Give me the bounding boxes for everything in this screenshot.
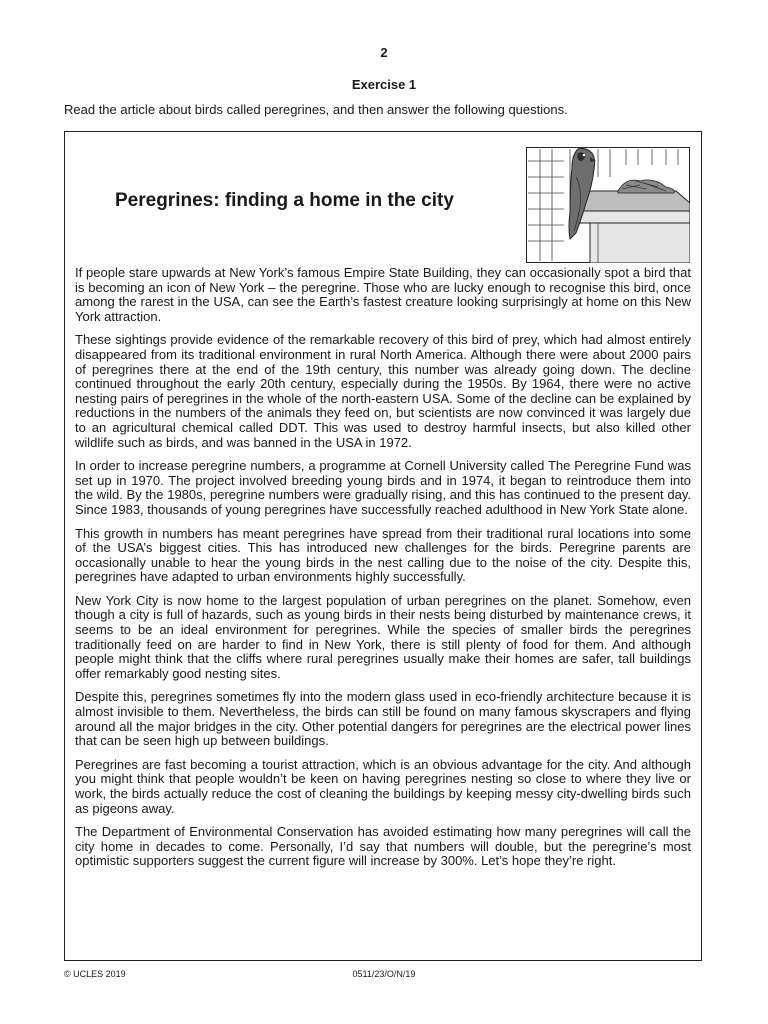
footer-paper-code: 0511/23/O/N/19 [352, 969, 416, 979]
peregrine-on-building-ledge-icon [526, 147, 690, 263]
article-paragraph: New York City is now home to the largest population of urban peregrines on the planet. Somehow, even though a city is full of hazards, such as young birds in their nests being disturbed by maintenance crews, it seems to be an ideal environment for peregrines. While the species of smaller birds the peregrines traditionally feed on are harder to find in New York, there is still plenty of food for them. And although people might think that the cliffs where rural peregrines usually make their homes are safer, tall buildings offer remarkably good nesting sites. [75, 592, 691, 681]
article-paragraph: Peregrines are fast becoming a tourist attraction, which is an obvious advantage for the city. And although you might think that people wouldn’t be keen on having peregrines nesting so close to where they live or work, the birds actually reduce the cost of cleaning the buildings by keeping messy city-dwelling birds such as pigeons away. [75, 756, 691, 816]
footer-copyright: © UCLES 2019 [64, 969, 126, 979]
exercise-instructions: Read the article about birds called peregrines, and then answer the following questions. [64, 102, 568, 117]
article-body [75, 266, 691, 878]
article-paragraph: In order to increase peregrine numbers, a programme at Cornell University called The Peregrine Fund was set up in 1970. The project involved breeding young birds and in 1974, it began to reintroduce them into the wild. By the 1980s, peregrine numbers were gradually rising, and this has continued to the present day. Since 1983, thousands of young peregrines have successfully reached adulthood in New York State alone. [75, 458, 691, 517]
article-box [64, 131, 702, 961]
article-title: Peregrines: finding a home in the city [115, 190, 454, 211]
article-paragraph: This growth in numbers has meant peregrines have spread from their traditional rural locations into some of the USA’s biggest cities. This has introduced new challenges for the birds. Peregrine parents are occasionally unable to hear the young birds in the nest calling due to the noise of the city. Despite this, peregrines have adapted to urban environments highly successfully. [75, 525, 691, 585]
article-paragraph: Despite this, peregrines sometimes fly into the modern glass used in eco-friendly architecture because it is almost invisible to them. Nevertheless, the birds can still be found on many famous skyscrapers and flying around all the major bridges in the city. Other potential dangers for peregrines are the electrical power lines that can be seen high up between buildings. [75, 689, 691, 749]
exercise-title: Exercise 1 [351, 77, 417, 92]
page-number: 2 [380, 45, 388, 60]
article-paragraph: The Department of Environmental Conservation has avoided estimating how many peregrines will call the city home in decades to come. Personally, I’d say that numbers will double, but the peregrine’s most optimistic supporters suggest the current figure will increase by 300%. Let’s hope they’re right. [75, 824, 691, 869]
article-paragraph: These sightings provide evidence of the remarkable recovery of this bird of prey, which had almost entirely disappeared from its traditional environment in rural North America. Although there were about 2000 pairs of peregrines there at the end of the 19th century, this number was already going down. The decline continued throughout the early 20th century, especially during the 1950s. By 1964, there were no active nesting pairs of peregrines in the whole of the north-eastern USA. Some of the decline can be explained by reductions in the numbers of the animals they feed on, but scientists are now convinced it was largely due to an agricultural chemical called DDT. This was used to destroy harmful insects, but also killed other wildlife such as birds, and was banned in the USA in 1972. [75, 332, 691, 450]
article-paragraph: If people stare upwards at New York’s famous Empire State Building, they can occasionally spot a bird that is becoming an icon of New York – the peregrine. Those who are lucky enough to recognise this bird, once among the rarest in the USA, can see the Earth’s fastest creature looking surprisingly at home on this New York attraction. [75, 265, 691, 324]
article-header [65, 132, 701, 264]
